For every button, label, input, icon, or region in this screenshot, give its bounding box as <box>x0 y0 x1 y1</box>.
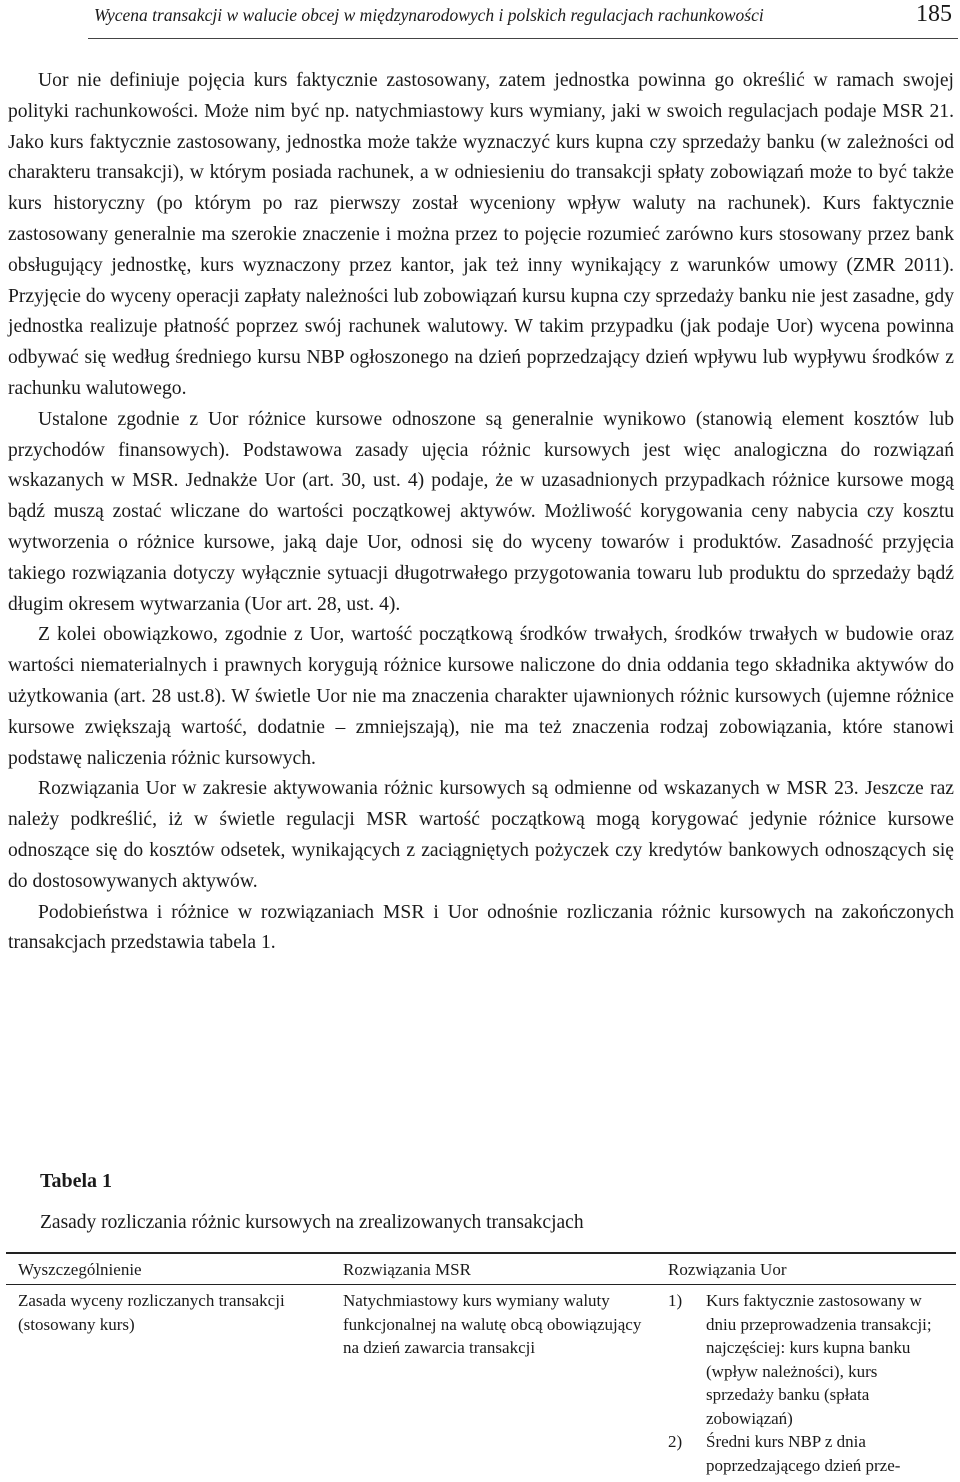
list-item <box>668 1430 948 1477</box>
uor-list <box>668 1289 948 1477</box>
table-cell-label: Zasada wyceny rozliczanych transakcji (stosowany kurs) <box>18 1291 285 1334</box>
table-subtitle: Zasady rozliczania różnic kursowych na zrealizowanych transakcjach <box>40 1212 584 1233</box>
paragraph: Rozwiązania Uor w zakresie aktywowania różnic kursowych są odmienne od wskazanych w MSR 23. Jeszcze raz należy podkreślić, iż w świetle regulacji MSR wartość początkową mogą korygować jedynie różnice kursowe odnoszące się do kosztów odsetek, wynikających z zaciągniętych pożyczek czy kredytów bankowych odnoszących się do dostosowywanych aktywów. <box>8 778 954 892</box>
page-number: 185 <box>916 1 952 27</box>
comparison-table <box>6 1252 956 1477</box>
table-row <box>6 1285 956 1478</box>
table-cell-msr: Natychmiastowy kurs wymiany waluty funkcjonalnej na walutę obcą obowiązujący na dzień zawarcia transakcji <box>343 1291 642 1357</box>
table-header-row <box>6 1253 956 1285</box>
table-cell-uor <box>656 1285 956 1478</box>
table-caption: Tabela 1 <box>40 1170 113 1192</box>
list-item-number: 1) <box>668 1291 683 1310</box>
paragraph: Z kolei obowiązkowo, zgodnie z Uor, wartość początkową środków trwałych, środków trwałych w budowie oraz wartości niematerialnych i prawnych korygują różnice kursowe naliczone do dnia oddania tego składnika aktywów do użytkowania (art. 28 ust.8). W świetle Uor nie ma znaczenia charakter ujawnionych różnic kursowych (ujemne różnice kursowe zwiększają wartość, dodatnie – zmniejszają), nie ma też znaczenia rodzaj zobowiązania, które stanowi podstawę naliczenia różnic kursowych. <box>8 624 954 769</box>
table-header-cell: Rozwiązania MSR <box>331 1253 656 1285</box>
paragraph: Podobieństwa i różnice w rozwiązaniach MSR i Uor odnośnie rozliczania różnic kursowych na zakończonych transakcjach przedstawia tabela 1. <box>8 901 954 954</box>
paragraph: Ustalone zgodnie z Uor różnice kursowe odnoszone są generalnie wynikowo (stanowią element kosztów lub przychodów finansowych). Podstawowa zasady ujęcia różnic kursowych jest więc analogiczna do rozwiązań wskazanych w MSR. Jednakże Uor (art. 30, ust. 4) podaje, że w uzasadnionych przypadkach różnice kursowe mogą bądź muszą zostać wliczane do wartości początkowej aktywów. Możliwość korygowania ceny nabycia czy kosztu wytworzenia o różnice kursowe, jaką daje Uor, odnosi się do wyceny towarów i produktów. Zasadność przyjęcia takiego rozwiązania dotyczy wyłącznie sytuacji długotrwałego przygotowania towaru lub produktu do sprzedaży bądź długim okresem wytwarzania (Uor art. 28, ust. 4). <box>8 408 954 615</box>
running-header-title: Wycena transakcji w walucie obcej w międzynarodowych i polskich regulacjach rachunkowości <box>94 5 764 25</box>
table-header-cell: Wyszczególnienie <box>6 1253 331 1285</box>
paragraph: Uor nie definiuje pojęcia kurs faktycznie zastosowany, zatem jednostka powinna go określić w ramach swojej polityki rachunkowości. Może nim być np. natychmiastowy kurs wymiany, jaki w swoich regulacjach podaje MSR 21. Jako kurs faktycznie zastosowany, jednostka może także wyznaczyć kurs kupna czy sprzedaży banku (w zależności od charakteru transakcji), w którym posiada rachunek, a w odniesieniu do transakcji spłaty zobowiązań może to być także kurs historyczny (po którym po raz pierwszy został wyceniony wpływ waluty na rachunek). Kurs faktycznie zastosowany generalnie ma szerokie znaczenie i można przez to pojęcie rozumieć zarówno kurs stosowany przez bank obsługujący jednostkę, kurs wyznaczony przez kantor, jak też inny wynikający z warunków umowy (ZMR 2011). Przyjęcie do wyceny operacji zapłaty należności lub zobowiązań kursu kupna czy sprzedaży banku nie jest zasadne, gdy jednostka realizuje płatność poprzez swój rachunek walutowy. W takim przypadku (jak podaje Uor) wycena powinna odbywać się według średniego kursu NBP ogłoszonego na dzień poprzedzający dzień wpływu lub wypływu środków z rachunku walutowego. <box>8 70 954 399</box>
list-item-text: Średni kurs NBP z dnia poprzedzającego dzień prze- <box>706 1432 901 1475</box>
list-item-number: 2) <box>668 1432 683 1451</box>
table-header-cell: Rozwiązania Uor <box>656 1253 956 1285</box>
running-header <box>88 0 958 39</box>
list-item-text: Kurs faktycznie zastosowany w dniu przeprowadzenia transakcji; najczęściej: kurs kupna banku (wpływ należności), kurs sprzedaży banku (spłata zobowiązań) <box>706 1291 932 1428</box>
body-text <box>8 66 954 959</box>
list-item <box>668 1289 948 1430</box>
